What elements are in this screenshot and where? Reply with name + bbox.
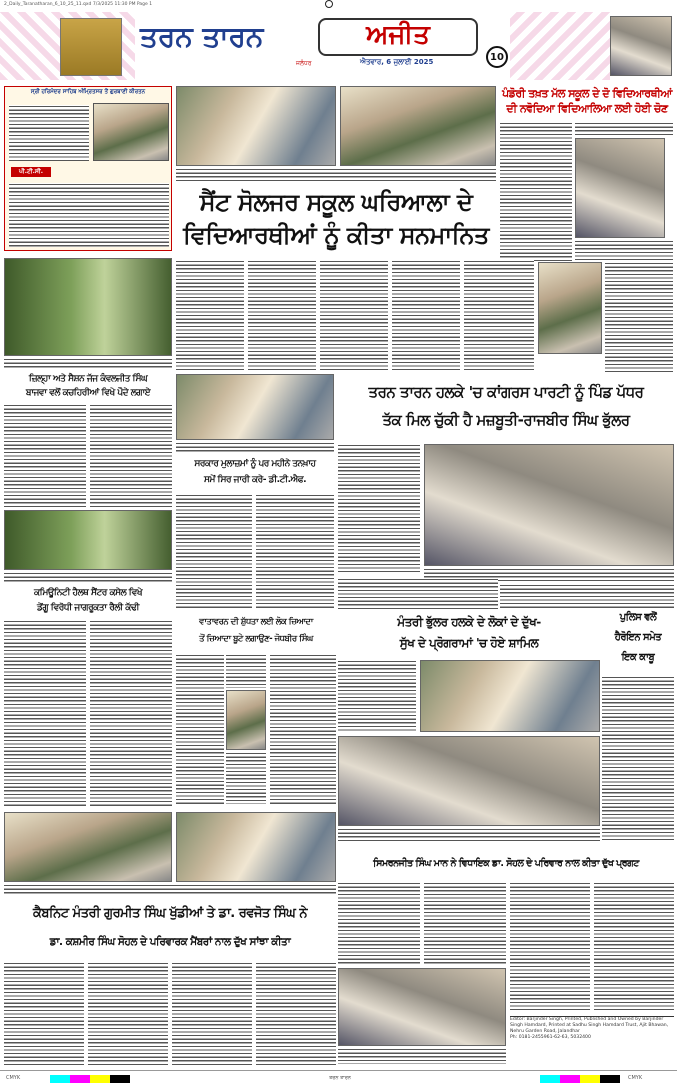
page-number: 10 [486, 46, 508, 68]
bhullar-headline-line1: ਮੰਤਰੀ ਭੁੱਲਰ ਹਲਕੇ ਦੇ ਲੋਕਾਂ ਦੇ ਦੁੱਖ- [397, 615, 541, 629]
khudian-photo-1 [4, 812, 172, 882]
registration-mark-icon [325, 0, 333, 8]
environment-headline-line2: ਤੋਂ ਜ਼ਿਆਦਾ ਬੂਟੇ ਲਗਾਉਣ- ਜੋਧਬੀਰ ਸਿੰਘ [199, 634, 313, 644]
masthead-city: ਜਲੰਧਰ [296, 60, 312, 67]
masthead-title-right: ਅਜੀਤ [318, 18, 478, 56]
simranjit-headline [338, 852, 674, 878]
bhullar-photo-1 [420, 660, 600, 732]
saint-soldier-headline [176, 186, 496, 256]
bhullar-headline-line2: ਸੁੱਖ ਦੇ ਪ੍ਰੋਗਰਾਮਾਂ 'ਚ ਹੋਏ ਸ਼ਾਮਿਲ [399, 636, 539, 650]
bhullar-headline [338, 612, 600, 656]
color-bar-right [540, 1075, 620, 1083]
employees-body-col1 [176, 494, 252, 608]
police-body [602, 676, 674, 842]
footer [0, 1070, 677, 1089]
dengue-headline-line1: ਕਮਿਊਨਿਟੀ ਹੈਲਥ ਸੈਂਟਰ ਕਸੇਲ ਵਿਖੇ [33, 588, 143, 598]
ad-header: ਸ੍ਰੀ ਹਰਿਮੰਦਰ ਸਾਹਿਬ ਅੰਮ੍ਰਿਤਸਰ ਤੋਂ ਗੁਰਬਾਣੀ ਕੀਰਤਨ [30, 89, 146, 95]
saint-body-col4 [392, 260, 460, 370]
footer-right: CMYK [628, 1075, 643, 1081]
environment-body-col2a [226, 654, 266, 688]
saint-body-col1 [176, 260, 244, 370]
dengue-rally-photo [4, 510, 172, 570]
group-photo-top-right [340, 86, 496, 166]
doctors-photo-caption [176, 442, 334, 452]
ad-badge: ਪੀ.ਟੀ.ਸੀ. [11, 167, 51, 177]
students-photo [575, 138, 665, 238]
environment-body-col3 [270, 654, 336, 804]
imprint-text: Editor: Barjinder Singh, Printed, Published and Owned by Barjinder Singh Hamdard, Printed at Sadhu Singh Hamdard Trust, Ajit Bhawan, Nehru Garden Road, Jalandhar [510, 1017, 669, 1034]
judge-body-col2 [90, 404, 172, 508]
students-headline-line2: ਦੀ ਨਵੋਦਿਆ ਵਿਦਿਆਲਿਆ ਲਈ ਹੋਈ ਚੋਣ [506, 102, 668, 115]
khudian-photo-caption [4, 884, 336, 896]
congress-headline [338, 378, 674, 440]
khudian-body-col3 [172, 962, 252, 1066]
environment-headline [176, 614, 336, 652]
dengue-headline-line2: ਡੇਂਗੂ ਵਿਰੋਧੀ ਜਾਗਰੂਕਤਾ ਰੈਲੀ ਕੱਢੀ [36, 603, 139, 613]
khudian-body-col2 [88, 962, 168, 1066]
masthead-building-photo [610, 16, 672, 76]
students-headline-line1: ਪੰਡੋਰੀ ਤਖ਼ਤ ਮੱਲ ਸਕੂਲ ਦੇ ਦੋ ਵਿਦਿਆਰਥੀਆਂ [502, 87, 672, 100]
judge-photo [4, 258, 172, 356]
color-bar-left [50, 1075, 130, 1083]
congress-body-col1 [338, 444, 420, 574]
congress-headline-line2: ਤੱਕ ਮਿਲ ਚੁੱਕੀ ਹੈ ਮਜ਼ਬੂਤੀ-ਰਾਜਬੀਰ ਸਿੰਘ ਭੁੱਲਰ [382, 411, 630, 429]
environment-headline-line1: ਵਾਤਾਵਰਨ ਦੀ ਸ਼ੁੱਧਤਾ ਲਈ ਲੋਕ ਜ਼ਿਆਦਾ [199, 617, 313, 627]
congress-photo [424, 444, 674, 566]
judge-headline-line2: ਬਾਜਵਾ ਵਲੋਂ ਕਚਹਿਰੀਆਂ ਵਿਖੇ ਪੌਦੇ ਲਗਾਏ [25, 388, 151, 398]
khudian-headline-line2: ਡਾ. ਕਸ਼ਮੀਰ ਸਿੰਘ ਸੋਹਲ ਦੇ ਪਰਿਵਾਰਕ ਮੈਂਬਰਾਂ ਨਾਲ ਦੁੱਖ ਸਾਂਝਾ ਕੀਤਾ [49, 936, 291, 948]
masthead [0, 12, 677, 82]
saint-body-col2 [248, 260, 316, 370]
environment-body-col2b [226, 752, 266, 804]
masthead-right-pattern [510, 12, 610, 80]
bhullar-body-col1 [338, 660, 416, 732]
simranjit-body-col3 [510, 882, 590, 1012]
congress-body-col2 [338, 578, 498, 610]
doctors-group-photo [176, 374, 334, 440]
print-slug: 2_Daily_Taranatharan_6_10_25_11.qxd 7/3/2025 11:30 PM Page 1 [4, 2, 153, 7]
khudian-photo-2 [176, 812, 336, 882]
footer-center: ਤਰਨ ਤਾਰਨ [329, 1075, 351, 1081]
judge-headline [4, 372, 172, 402]
police-headline-line1: ਪੁਲਿਸ ਵਲੋਂ [619, 612, 657, 623]
students-body-col3 [605, 262, 673, 372]
jodhbir-portrait [226, 690, 266, 750]
imprint-box [510, 1016, 674, 1064]
saint-soldier-line1: ਸੈਂਟ ਸੋਲਜਰ ਸਕੂਲ ਘਰਿਆਲਾ ਦੇ [199, 188, 473, 216]
khudian-headline [4, 900, 336, 958]
group-photo-top [176, 86, 336, 166]
ad-text-bottom [9, 183, 169, 247]
judge-body-col1 [4, 404, 86, 508]
judge-photo-caption [4, 358, 172, 368]
bhullar-photo-caption [338, 828, 600, 842]
students-body-col1 [500, 122, 572, 262]
bhullar-photo-2 [338, 736, 600, 826]
students-photo-2 [538, 262, 602, 354]
ad-text [9, 105, 89, 161]
simranjit-body-col4 [594, 882, 674, 1012]
employees-body-col2 [256, 494, 334, 608]
golden-temple-photo [60, 18, 122, 76]
khudian-body-col1 [4, 962, 84, 1066]
saint-body-col5 [464, 260, 534, 370]
imprint-phone: Ph: 0181-2455961-62-63, 5032400 [510, 1035, 591, 1040]
employees-headline [176, 456, 334, 492]
congress-body-col3 [500, 584, 674, 608]
students-body-top [575, 122, 673, 136]
students-caption [575, 240, 673, 262]
dengue-body-col2 [90, 620, 172, 808]
ad-photo [93, 103, 169, 161]
police-headline-line3: ਇਕ ਕਾਬੂ [621, 652, 655, 663]
footer-left: CMYK [6, 1075, 21, 1081]
dengue-headline [4, 586, 172, 618]
khudian-body-col4 [256, 962, 336, 1066]
employees-headline-line2: ਸਮੇਂ ਸਿਰ ਜਾਰੀ ਕਰੇ- ਡੀ.ਟੀ.ਐਫ. [204, 475, 306, 485]
judge-headline-line1: ਜ਼ਿਲ੍ਹਾ ਅਤੇ ਸੈਸ਼ਨ ਜੱਜ ਕੰਵਲਜੀਤ ਸਿੰਘ [28, 374, 148, 384]
saint-body-col3 [320, 260, 388, 370]
simranjit-body-col1 [338, 882, 420, 966]
dengue-body-col1 [4, 620, 86, 808]
simranjit-headline-text: ਸਿਮਰਨਜੀਤ ਸਿੰਘ ਮਾਨ ਨੇ ਵਿਧਾਇਕ ਡਾ. ਸੋਹਲ ਦੇ ਪਰਿਵਾਰ ਨਾਲ ਕੀਤਾ ਦੁੱਖ ਪ੍ਰਗਟ [373, 858, 639, 869]
masthead-title-left: ਤਰਨ ਤਾਰਨ [140, 20, 264, 53]
saint-soldier-line2: ਵਿਦਿਆਰਥੀਆਂ ਨੂੰ ਕੀਤਾ ਸਨਮਾਨਿਤ [183, 221, 489, 249]
dengue-photo-caption [4, 572, 172, 582]
environment-body-col1 [176, 654, 224, 804]
gurbani-ad [4, 86, 172, 251]
police-headline [602, 608, 674, 674]
photo-caption-top [176, 168, 496, 182]
khudian-headline-line1: ਕੈਬਨਿਟ ਮੰਤਰੀ ਗੁਰਮੀਤ ਸਿੰਘ ਖੁੱਡੀਆਂ ਤੇ ਡਾ. ਰਵਜੋਤ ਸਿੰਘ ਨੇ [33, 906, 307, 921]
police-headline-line2: ਹੈਰੋਇਨ ਸਮੇਤ [614, 632, 662, 643]
students-headline [500, 86, 674, 118]
simranjit-photo-caption [338, 1048, 506, 1064]
congress-headline-line1: ਤਰਨ ਤਾਰਨ ਹਲਕੇ 'ਚ ਕਾਂਗਰਸ ਪਾਰਟੀ ਨੂੰ ਪਿੰਡ ਪੱਧਰ [368, 383, 644, 401]
simranjit-body-col2 [424, 882, 506, 966]
employees-headline-line1: ਸਰਕਾਰ ਮੁਲਾਜ਼ਮਾਂ ਨੂੰ ਪਰ ਮਹੀਨੇ ਤਨਖ਼ਾਹ [194, 459, 316, 469]
simranjit-photo [338, 968, 506, 1046]
masthead-date: ਐਤਵਾਰ, 6 ਜੁਲਾਈ 2025 [360, 58, 434, 66]
